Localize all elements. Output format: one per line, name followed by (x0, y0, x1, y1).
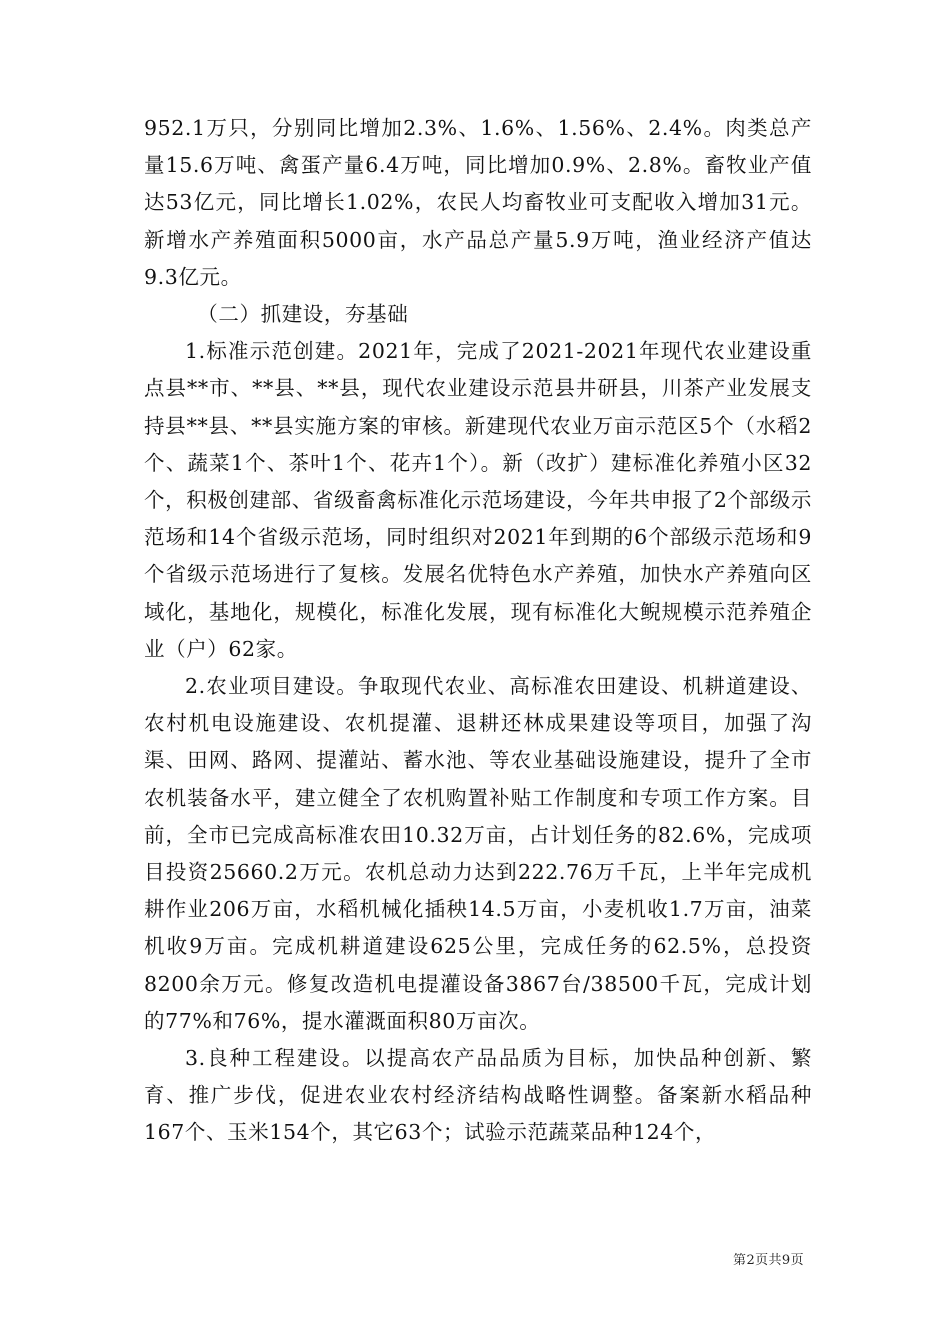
page-number-footer: 第2页共9页 (733, 1253, 804, 1268)
paragraph-livestock-summary: 952.1万只，分别同比增加2.3%、1.6%、1.56%、2.4%。肉类总产量15.6万吨、禽蛋产量6.4万吨，同比增加0.9%、2.8%。畜牧业产值达53亿元，同比增长1.02%，农民人均畜牧业可支配收入增加31元。新增水产养殖面积5000亩，水产品总产量5.9万吨，渔业经济产值达9.3亿元。 (144, 116, 812, 289)
section-heading-construction: （二）抓建设，夯基础 (197, 302, 409, 327)
document-body (144, 110, 812, 1152)
paragraph-agricultural-projects: 2.农业项目建设。争取现代农业、高标准农田建设、机耕道建设、农村机电设施建设、农机提灌、退耕还林成果建设等项目，加强了沟渠、田网、路网、提灌站、蓄水池、等农业基础设施建设，提升了全市农机装备水平，建立健全了农机购置补贴工作制度和专项工作方案。目前，全市已完成高标准农田10.32万亩，占计划任务的82.6%，完成项目投资25660.2万元。农机总动力达到222.76万千瓦，上半年完成机耕作业206万亩，水稻机械化插秧14.5万亩，小麦机收1.7万亩，油菜机收9万亩。完成机耕道建设625公里，完成任务的62.5%，总投资8200余万元。修复改造机电提灌设备3867台/38500千瓦，完成计划的77%和76%，提水灌溉面积80万亩次。 (144, 674, 812, 1033)
paragraph-standard-demonstration: 1.标准示范创建。2021年，完成了2021-2021年现代农业建设重点县**市、**县、**县，现代农业建设示范县井研县，川茶产业发展支持县**县、**县实施方案的审核。新建现代农业万亩示范区5个（水稻2个、蔬菜1个、茶叶1个、花卉1个）。新（改扩）建标准化养殖小区32个，积极创建部、省级畜禽标准化示范场建设，今年共申报了2个部级示范场和14个省级示范场，同时组织对2021年到期的6个部级示范场和9个省级示范场进行了复核。发展名优特色水产养殖，加快水产养殖向区域化，基地化，规模化，标准化发展，现有标准化大鲵规模示范养殖企业（户）62家。 (144, 339, 812, 661)
paragraph-seed-engineering: 3.良种工程建设。以提高农产品品质为目标，加快品种创新、繁育、推广步伐，促进农业农村经济结构战略性调整。备案新水稻品种167个、玉米154个，其它63个；试验示范蔬菜品种124个， (144, 1046, 812, 1145)
